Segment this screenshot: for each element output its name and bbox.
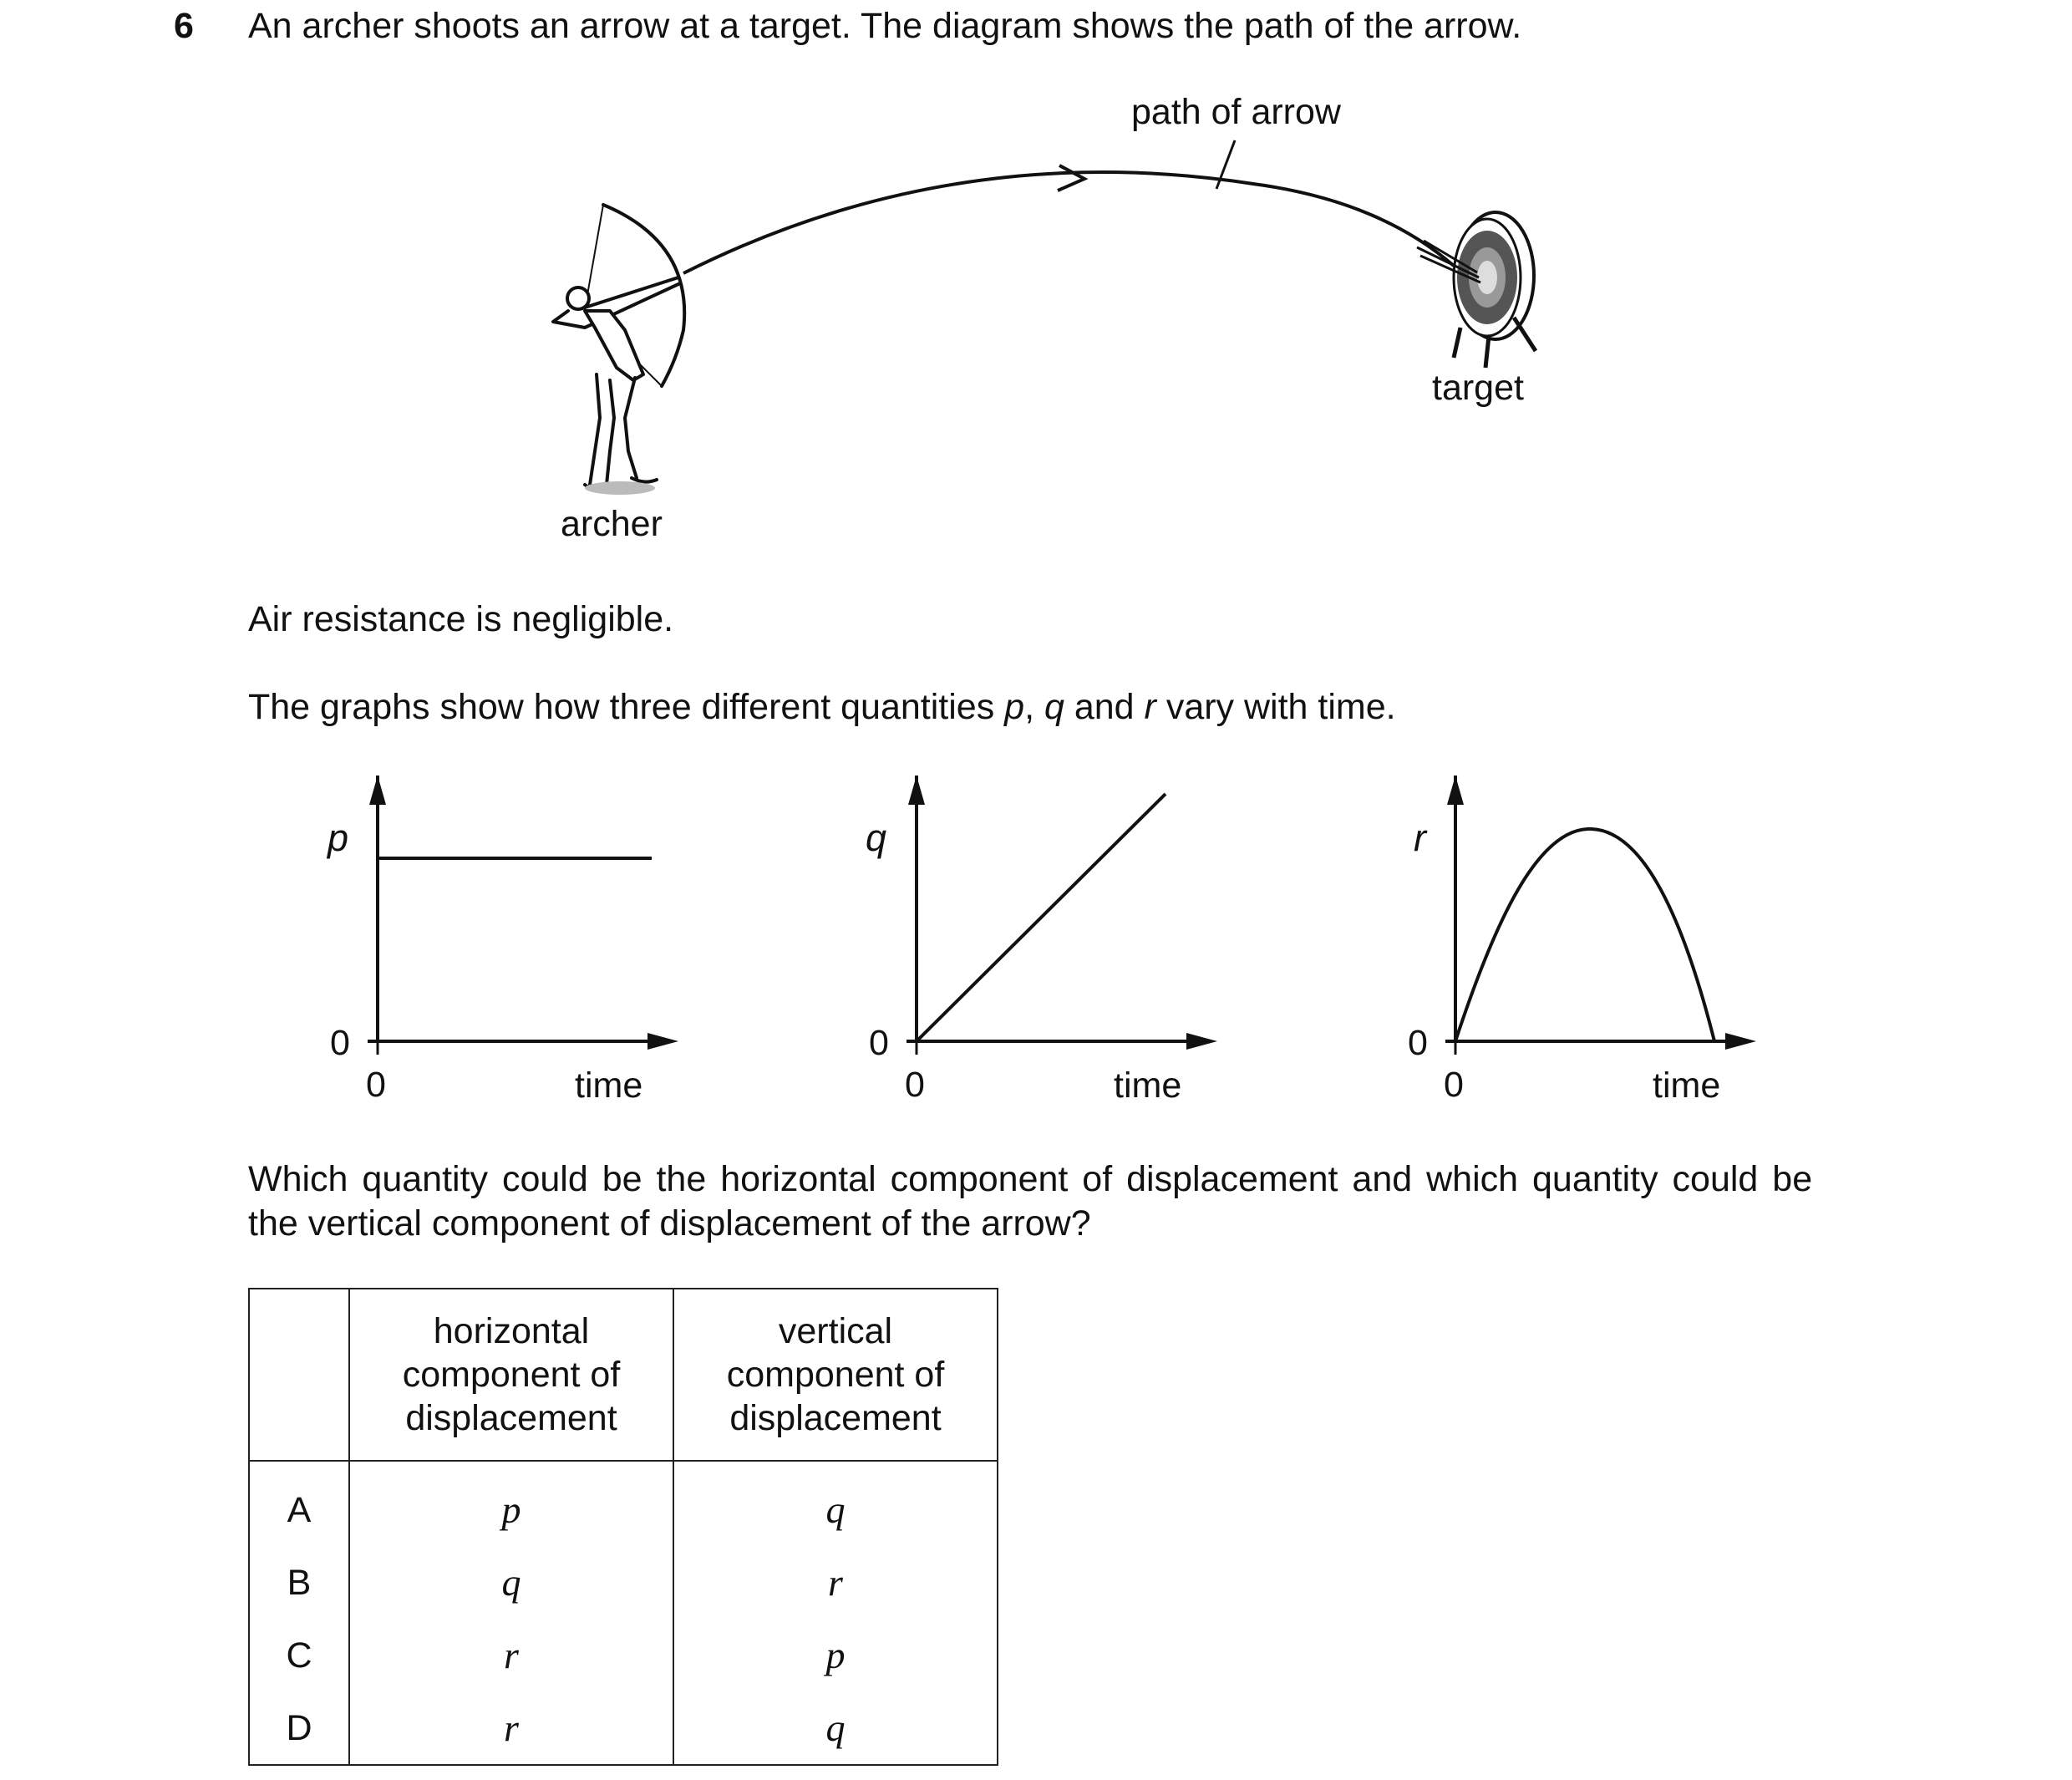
question-prompt-line1: Which quantity could be the horizontal component of displacement and which quantity could be <box>248 1159 1813 1199</box>
graph-q <box>866 776 1217 1106</box>
option-horizontal: r <box>349 1691 673 1765</box>
option-letter: D <box>249 1691 349 1765</box>
option-letter: C <box>249 1619 349 1691</box>
option-horizontal: p <box>349 1461 673 1546</box>
path-of-arrow-label: path of arrow <box>1131 92 1341 132</box>
graph-r-curve <box>1455 829 1714 1041</box>
option-vertical: q <box>673 1691 998 1765</box>
table-header-vertical: vertical component of displacement <box>673 1289 998 1461</box>
option-row-c[interactable] <box>249 1619 998 1691</box>
option-letter: A <box>249 1461 349 1546</box>
option-vertical: p <box>673 1619 998 1691</box>
option-row-d[interactable] <box>249 1691 998 1765</box>
graph-p-origin-y: 0 <box>330 1023 350 1063</box>
archer-label: archer <box>561 504 663 544</box>
option-horizontal: r <box>349 1619 673 1691</box>
table-header-row <box>249 1289 998 1461</box>
question-number: 6 <box>174 6 194 46</box>
option-vertical: q <box>673 1461 998 1546</box>
option-row-a[interactable] <box>249 1461 998 1546</box>
graph-q-x-label: time <box>1114 1065 1182 1106</box>
graph-p-origin-x: 0 <box>366 1065 386 1105</box>
question-prompt-line2: the vertical component of displacement of the arrow? <box>248 1203 1091 1243</box>
graph-p-x-label: time <box>575 1065 643 1106</box>
graph-p <box>326 776 678 1106</box>
graph-r-x-label: time <box>1653 1065 1721 1106</box>
graphs-intro-text: The graphs show how three different quantities p, q and r vary with time. <box>248 687 1396 727</box>
target-label: target <box>1432 368 1524 408</box>
option-horizontal: q <box>349 1546 673 1619</box>
question-intro: An archer shoots an arrow at a target. The diagram shows the path of the arrow. <box>248 6 1522 46</box>
graph-q-y-label: q <box>866 816 887 859</box>
option-row-b[interactable] <box>249 1546 998 1619</box>
answer-options-table <box>248 1288 998 1766</box>
air-resistance-text: Air resistance is negligible. <box>248 599 674 639</box>
graph-q-curve <box>917 794 1166 1041</box>
option-letter: B <box>249 1546 349 1619</box>
graph-r-y-label: r <box>1414 816 1426 859</box>
graph-r-origin-x: 0 <box>1444 1065 1464 1105</box>
table-header-blank <box>249 1289 349 1461</box>
graph-p-y-label: p <box>328 816 349 859</box>
graph-q-origin-x: 0 <box>905 1065 925 1105</box>
graph-r <box>1408 776 1756 1106</box>
graph-q-origin-y: 0 <box>869 1023 889 1063</box>
graph-r-origin-y: 0 <box>1408 1023 1428 1063</box>
table-header-horizontal: horizontal component of displacement <box>349 1289 673 1461</box>
option-vertical: r <box>673 1546 998 1619</box>
